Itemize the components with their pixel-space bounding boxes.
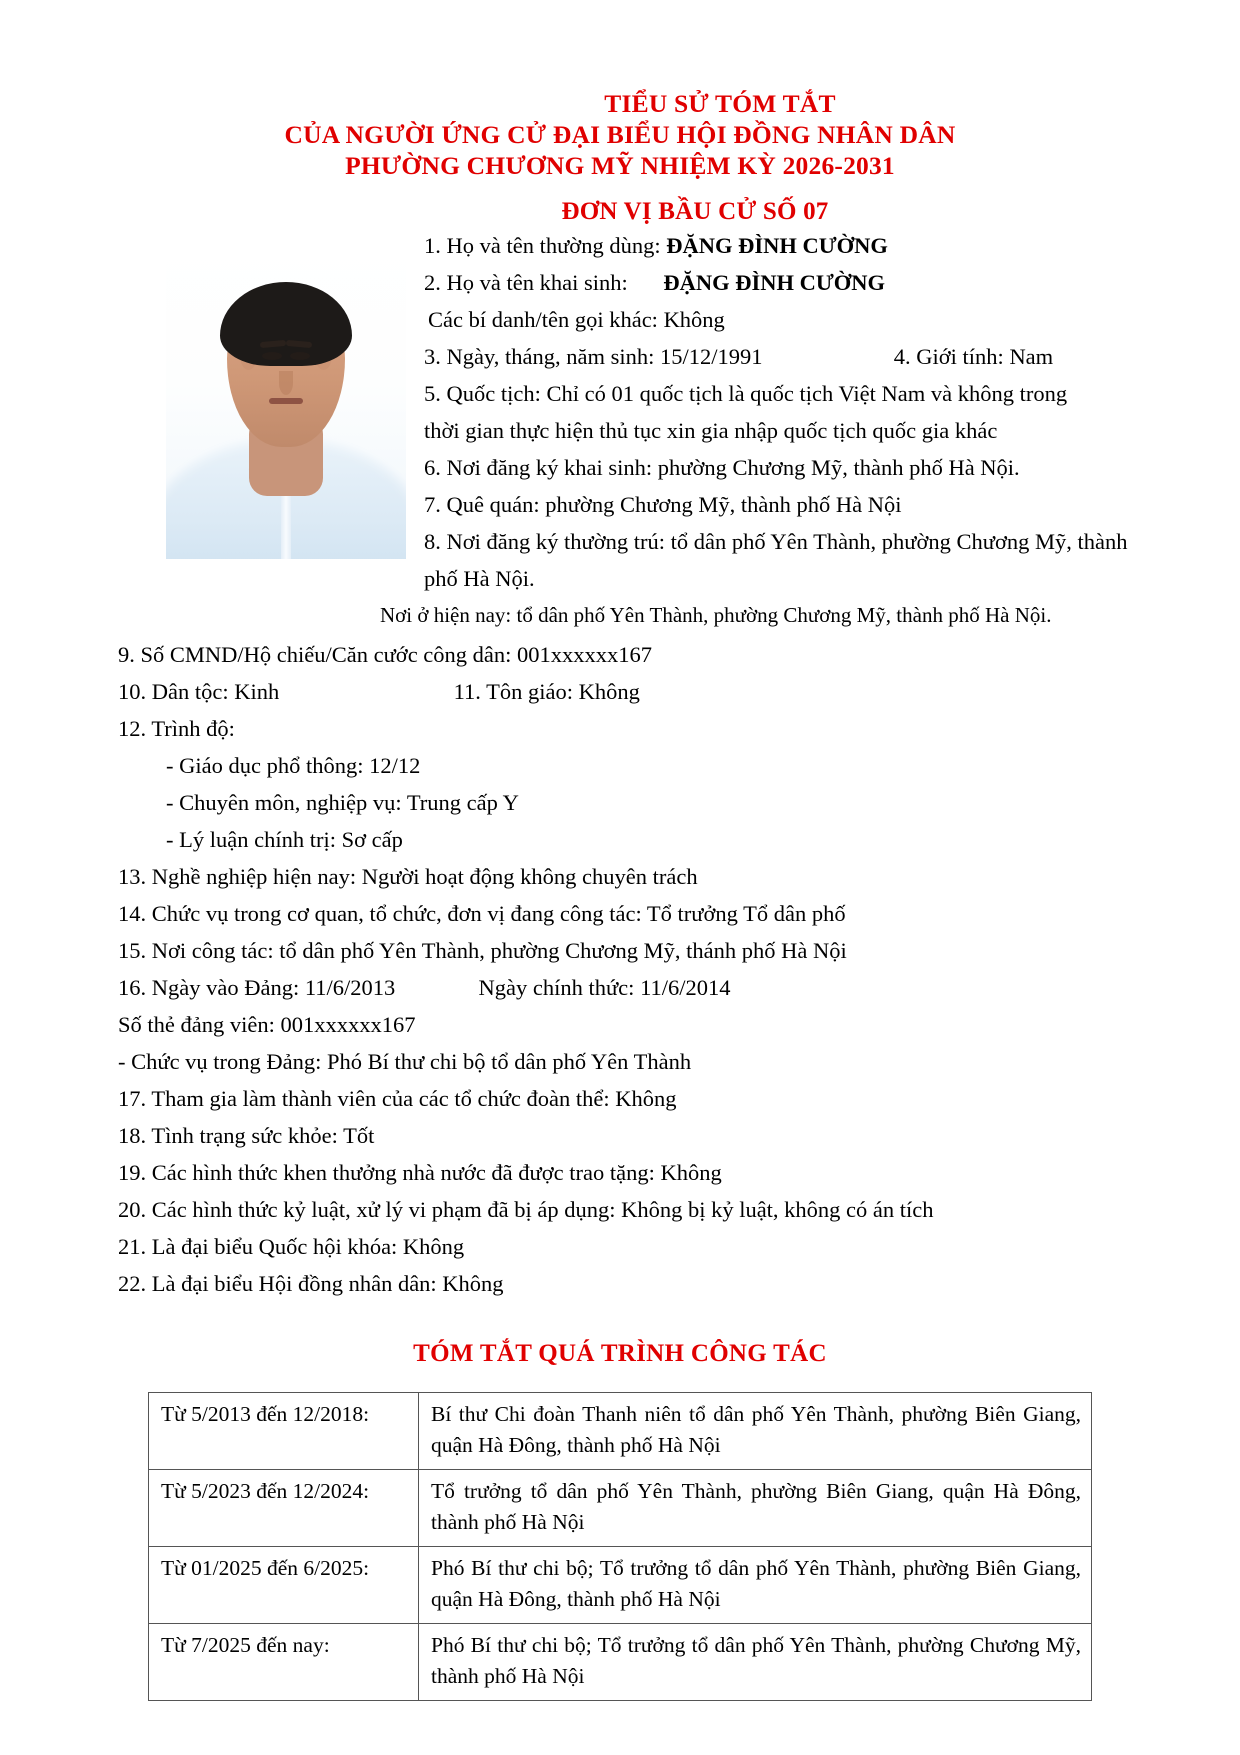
field-2b-aliases [380,301,1122,338]
field-7-hometown: 7. Quê quán: phường Chương Mỹ, thành phố Hà Nội [424,492,902,517]
field-10-and-11-row [118,673,1122,710]
field-16-party-dates-row [118,969,1122,1006]
field-21-national-assembly-deputy: 21. Là đại biểu Quốc hội khóa: Không [118,1234,465,1259]
fields-beside-photo [380,227,1128,634]
field-4-value: Nam [1009,344,1054,369]
field-3-and-4-row [380,338,1122,375]
portrait-mouth [269,398,303,404]
field-1-common-name [380,227,1122,264]
table-row [149,1547,1092,1624]
field-16c-party-card-number: Số thẻ đảng viên: 001xxxxxx167 [118,1012,416,1037]
career-period: Từ 7/2025 đến nay: [149,1624,419,1701]
field-8-permanent-residence-line-1: 8. Nơi đăng ký thường trú: tổ dân phố Yên Thành, phường Chương Mỹ, thành [424,529,1128,554]
field-16-label: 16. Ngày vào Đảng: [118,975,300,1000]
table-row [149,1393,1092,1470]
career-duty: Bí thư Chi đoàn Thanh niên tổ dân phố Yên Thành, phường Biên Giang, quận Hà Đông, thành phố Hà Nội [419,1393,1092,1470]
field-12a-general-education: - Giáo dục phổ thông: 12/12 [166,753,421,778]
field-16b-value: 11/6/2014 [640,975,731,1000]
career-period: Từ 5/2013 đến 12/2018: [149,1393,419,1470]
header-line-1: TIỂU SỬ TÓM TẮT [604,89,836,118]
table-row [149,1624,1092,1701]
document-header [118,88,1122,227]
field-15-workplace: 15. Nơi công tác: tổ dân phố Yên Thành, phường Chương Mỹ, thánh phố Hà Nội [118,938,847,963]
career-period: Từ 5/2023 đến 12/2024: [149,1470,419,1547]
field-18-health-status: 18. Tình trạng sức khỏe: Tốt [118,1123,375,1148]
field-11-religion: 11. Tôn giáo: Không [453,679,640,704]
career-duty: Phó Bí thư chi bộ; Tổ trưởng tổ dân phố Yên Thành, phường Biên Giang, quận Hà Đông, thành phố Hà Nội [419,1547,1092,1624]
header-line-3: PHƯỜNG CHƯƠNG MỸ NHIỆM KỲ 2026-2031 [345,151,895,180]
field-8b-current-residence: Nơi ở hiện nay: tổ dân phố Yên Thành, phường Chương Mỹ, thành phố Hà Nội. [380,603,1052,627]
career-section-title: TÓM TẮT QUÁ TRÌNH CÔNG TÁC [413,1340,827,1367]
field-12b-professional-qualification: - Chuyên môn, nghiệp vụ: Trung cấp Y [166,790,519,815]
field-22-peoples-council-deputy: 22. Là đại biểu Hội đồng nhân dân: Không [118,1271,504,1296]
field-9-id-number: 9. Số CMND/Hộ chiếu/Căn cước công dân: 001xxxxxx167 [118,642,653,667]
field-5-nationality-line-1: 5. Quốc tịch: Chỉ có 01 quốc tịch là quốc tịch Việt Nam và không trong [424,381,1068,406]
field-3-value: 15/12/1991 [660,344,763,369]
fields-full-width [118,636,1122,1302]
table-row [149,1470,1092,1547]
field-20-disciplinary-actions: 20. Các hình thức kỷ luật, xử lý vi phạm đã bị áp dụng: Không bị kỷ luật, không có án tích [118,1197,934,1222]
field-12c-political-theory: - Lý luận chính trị: Sơ cấp [166,827,403,852]
career-duty: Phó Bí thư chi bộ; Tổ trưởng tổ dân phố Yên Thành, phường Chương Mỹ, thành phố Hà Nội [419,1624,1092,1701]
field-2-label: 2. Họ và tên khai sinh: [424,270,628,295]
header-line-4-electoral-unit: ĐƠN VỊ BẦU CỬ SỐ 07 [561,198,829,225]
candidate-portrait [166,241,406,559]
portrait-nose [279,371,293,395]
field-10-ethnicity: 10. Dân tộc: Kinh [118,679,280,704]
field-16d-party-position: - Chức vụ trong Đảng: Phó Bí thư chi bộ tổ dân phố Yên Thành [118,1049,692,1074]
field-13-current-occupation: 13. Nghề nghiệp hiện nay: Người hoạt động không chuyên trách [118,864,698,889]
header-line-2: CỦA NGƯỜI ỨNG CỬ ĐẠI BIỂU HỘI ĐỒNG NHÂN DÂN [284,120,956,149]
field-3-label: 3. Ngày, tháng, năm sinh: [424,344,655,369]
field-1-label: 1. Họ và tên thường dùng: [424,233,661,258]
field-1-value: ĐẶNG ĐÌNH CƯỜNG [666,233,888,258]
field-19-state-commendations: 19. Các hình thức khen thưởng nhà nước đã được trao tặng: Không [118,1160,722,1185]
field-8-permanent-residence-line-2: phố Hà Nội. [424,566,535,591]
field-5-nationality-line-2: thời gian thực hiện thủ tục xin gia nhập quốc tịch quốc gia khác [424,418,998,443]
field-17-mass-organizations: 17. Tham gia làm thành viên của các tổ chức đoàn thể: Không [118,1086,677,1111]
field-2b-value: Không [663,307,725,332]
field-16-value: 11/6/2013 [304,975,396,1000]
career-history-table [148,1392,1092,1701]
field-12-education-label: 12. Trình độ: [118,716,235,741]
field-2-value: ĐẶNG ĐÌNH CƯỜNG [663,270,886,295]
career-table-body [149,1393,1092,1701]
field-16b-label: Ngày chính thức: [478,975,635,1000]
field-4-label: 4. Giới tính: [893,344,1004,369]
field-2b-label: Các bí danh/tên gọi khác: [428,307,658,332]
career-period: Từ 01/2025 đến 6/2025: [149,1547,419,1624]
field-2-birth-name [380,264,1122,301]
field-14-position-in-organization: 14. Chức vụ trong cơ quan, tổ chức, đơn vị đang công tác: Tổ trưởng Tổ dân phố [118,901,846,926]
field-6-birth-registration: 6. Nơi đăng ký khai sinh: phường Chương Mỹ, thành phố Hà Nội. [424,455,1020,480]
career-duty: Tổ trưởng tổ dân phố Yên Thành, phường Biên Giang, quận Hà Đông, thành phố Hà Nội [419,1470,1092,1547]
